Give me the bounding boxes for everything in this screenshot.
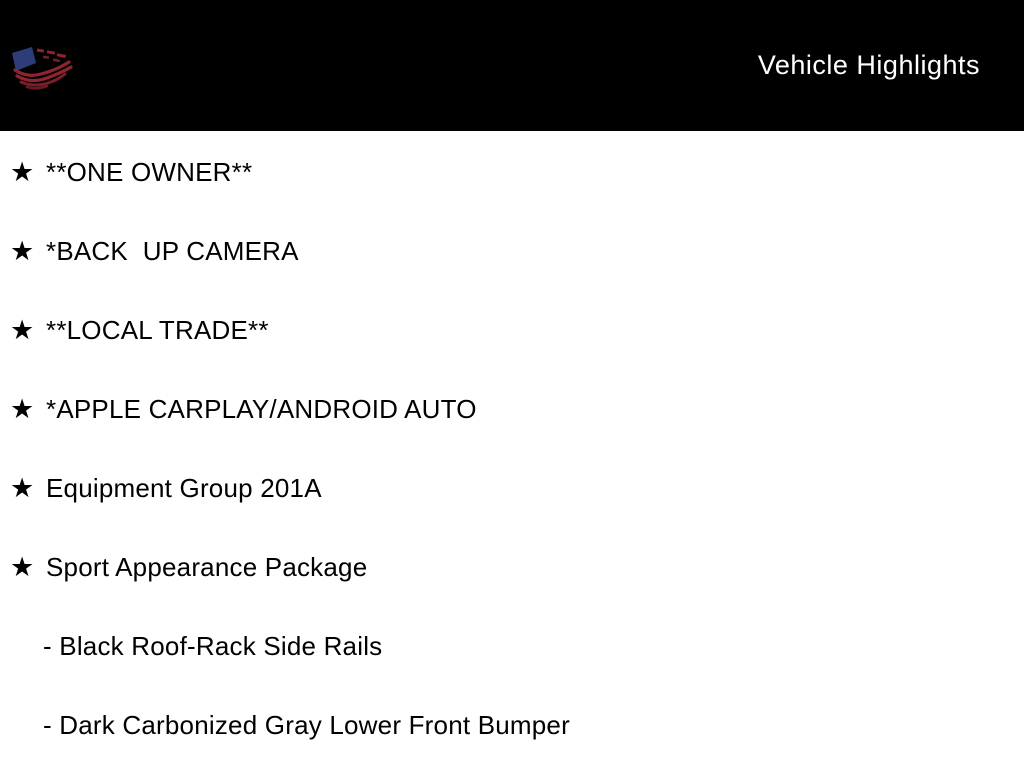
highlight-item [0, 291, 1024, 370]
header-bar [0, 0, 1024, 131]
highlight-item [0, 370, 1024, 449]
highlight-label: **ONE OWNER** [46, 157, 253, 187]
highlight-item [0, 212, 1024, 291]
star-bullet-icon: ★ [10, 315, 35, 345]
highlight-item [0, 528, 1024, 607]
highlight-label: - Black Roof-Rack Side Rails [43, 631, 383, 661]
page-title: Vehicle Highlights [757, 50, 980, 80]
highlight-label: Sport Appearance Package [46, 552, 368, 582]
star-bullet-icon: ★ [10, 552, 35, 582]
star-bullet-icon: ★ [10, 157, 35, 187]
vehicle-highlights-list [0, 133, 1024, 765]
dealer-logo [6, 38, 80, 94]
highlight-label: *APPLE CARPLAY/ANDROID AUTO [46, 394, 477, 424]
star-bullet-icon: ★ [10, 473, 35, 503]
highlight-item [0, 449, 1024, 528]
highlight-subitem [0, 686, 1024, 765]
highlight-subitem [0, 607, 1024, 686]
american-flag-eagle-icon [7, 40, 79, 92]
highlight-label: - Dark Carbonized Gray Lower Front Bumper [43, 710, 570, 740]
star-bullet-icon: ★ [10, 394, 35, 424]
highlight-label: **LOCAL TRADE** [46, 315, 269, 345]
highlight-label: *BACK UP CAMERA [46, 236, 299, 266]
highlight-label: Equipment Group 201A [46, 473, 322, 503]
star-bullet-icon: ★ [10, 236, 35, 266]
highlight-item [0, 133, 1024, 212]
